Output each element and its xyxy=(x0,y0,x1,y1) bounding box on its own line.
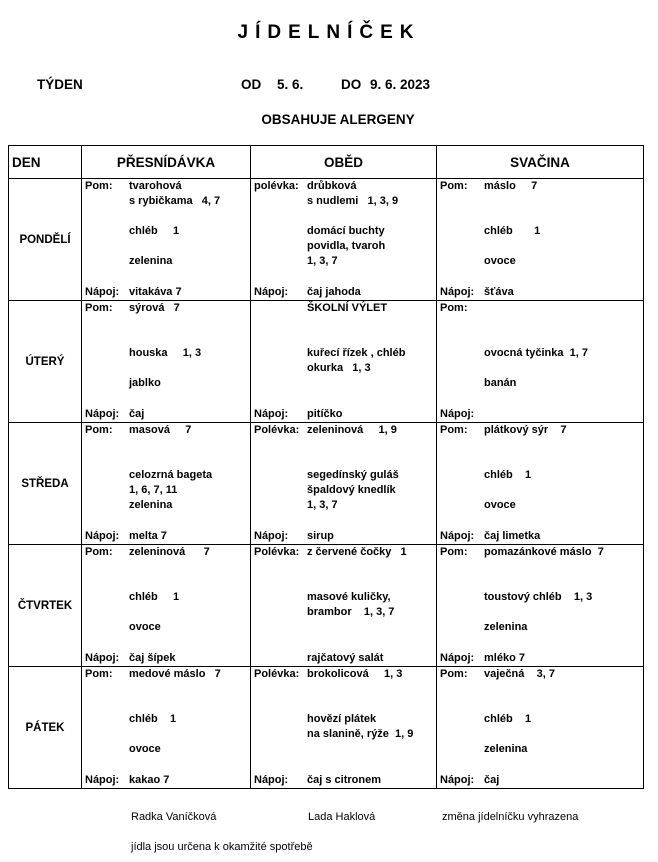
meal-cell-snack2 xyxy=(437,179,644,301)
drink-value: čaj s citronem xyxy=(307,774,381,786)
meal-item-line: zeleninová 7 xyxy=(129,546,210,558)
meal-label: Pom: xyxy=(85,302,113,314)
meal-item-line: kuřecí řízek , chléb xyxy=(307,347,406,359)
meal-item-line: masové kuličky, xyxy=(307,591,391,603)
column-header-snack1: PŘESNÍDÁVKA xyxy=(82,146,251,179)
meal-item-line: na slanině, rýže 1, 9 xyxy=(307,728,414,740)
meal-label: Pom: xyxy=(440,302,468,314)
meal-item-line: ŠKOLNÍ VÝLET xyxy=(307,302,388,314)
drink-label: Nápoj: xyxy=(440,652,475,664)
meal-cell-snack1 xyxy=(82,179,251,301)
meal-item-line: medové máslo 7 xyxy=(129,668,221,680)
drink-value: čaj jahoda xyxy=(307,286,361,298)
meal-item-line: toustový chléb 1, 3 xyxy=(484,591,593,603)
meal-item-line: zelenina xyxy=(129,499,173,511)
drink-label: Nápoj: xyxy=(85,530,120,542)
meal-item-line: zelenina xyxy=(484,743,528,755)
meal-item-line: drůbková xyxy=(307,180,357,192)
meal-item-line: domácí buchty xyxy=(307,225,385,237)
meal-item-line: z červené čočky 1 xyxy=(307,546,407,558)
meal-cell-snack1 xyxy=(82,667,251,789)
to-date: 9. 6. 2023 xyxy=(370,77,431,92)
day-name: PONDĚLÍ xyxy=(9,179,82,301)
meal-cell-lunch xyxy=(251,423,437,545)
drink-label: Nápoj: xyxy=(85,286,120,298)
meal-item-line: ovoce xyxy=(129,621,161,633)
meal-cell-snack1 xyxy=(82,423,251,545)
day-name: PÁTEK xyxy=(9,667,82,789)
meal-label: Pom: xyxy=(440,668,468,680)
meal-cell-lunch xyxy=(251,667,437,789)
meal-label: Pom: xyxy=(85,424,113,436)
from-label: OD xyxy=(241,77,262,92)
meal-item-line: vaječná 3, 7 xyxy=(484,668,555,680)
meal-item-line: chléb 1 xyxy=(484,225,541,237)
drink-label: Nápoj: xyxy=(254,774,289,786)
footer-name-2: Lada Haklová xyxy=(308,811,376,823)
drink-value: čaj šípek xyxy=(129,652,176,664)
drink-label: Nápoj: xyxy=(254,530,289,542)
drink-value: čaj xyxy=(129,408,145,420)
meal-item-line: segedínský guláš xyxy=(307,469,399,481)
drink-label: Nápoj: xyxy=(440,408,475,420)
meal-cell-lunch xyxy=(251,179,437,301)
meal-item-line: chléb 1 xyxy=(484,713,532,725)
meal-item-line: hovězí plátek xyxy=(307,713,377,725)
drink-label: Nápoj: xyxy=(254,408,289,420)
table-row xyxy=(9,179,644,301)
drink-label: Nápoj: xyxy=(254,286,289,298)
day-name: STŘEDA xyxy=(9,423,82,545)
meal-label: Pom: xyxy=(440,180,468,192)
header-row xyxy=(9,146,644,179)
drink-value: čaj limetka xyxy=(484,530,541,542)
meal-item-line: chléb 1 xyxy=(129,591,180,603)
drink-label: Nápoj: xyxy=(85,774,120,786)
meal-item-line: brokolicová 1, 3 xyxy=(307,668,403,680)
drink-label: Nápoj: xyxy=(440,774,475,786)
table-row xyxy=(9,667,644,789)
meal-item-line: plátkový sýr 7 xyxy=(484,424,567,436)
drink-label: Nápoj: xyxy=(440,530,475,542)
meal-item-line: ovoce xyxy=(129,743,161,755)
drink-value: vitakáva 7 xyxy=(129,286,182,298)
meal-item-line: celozrná bageta xyxy=(129,469,213,481)
meal-item-line: povidla, tvaroh xyxy=(307,240,386,252)
meal-item-line: zelenina xyxy=(484,621,528,633)
meal-cell-snack1 xyxy=(82,301,251,423)
drink-value: kakao 7 xyxy=(129,774,170,786)
drink-value: rajčatový salát xyxy=(307,652,384,664)
drink-label: Nápoj: xyxy=(85,652,120,664)
meal-item-line: s nudlemi 1, 3, 9 xyxy=(307,195,399,207)
meal-item-line: pomazánkové máslo 7 xyxy=(484,546,604,558)
page-title: JÍDELNÍČEK xyxy=(237,22,421,43)
table-row xyxy=(9,301,644,423)
week-label: TÝDEN xyxy=(37,77,83,92)
footer-note: změna jídelníčku vyhrazena xyxy=(442,811,579,823)
meal-item-line: houska 1, 3 xyxy=(129,347,202,359)
drink-value: šťáva xyxy=(484,286,514,298)
meal-cell-lunch xyxy=(251,545,437,667)
drink-value: pitíčko xyxy=(307,408,343,420)
day-name: ÚTERÝ xyxy=(9,301,82,423)
column-header-snack2: SVAČINA xyxy=(437,146,644,179)
table-row xyxy=(9,545,644,667)
meal-item-line: 1, 3, 7 xyxy=(307,499,338,511)
meal-label: polévka: xyxy=(254,180,299,192)
meal-cell-snack2 xyxy=(437,301,644,423)
meal-item-line: zelenina xyxy=(129,255,173,267)
table-row xyxy=(9,423,644,545)
meal-item-line: banán xyxy=(484,377,517,389)
meal-item-line: ovoce xyxy=(484,499,516,511)
meal-label: Polévka: xyxy=(254,546,300,558)
footer-name-1: Radka Vaníčková xyxy=(131,811,217,823)
meal-item-line: ovocná tyčinka 1, 7 xyxy=(484,347,588,359)
column-header-day: DEN xyxy=(9,146,82,179)
allergen-note: OBSAHUJE ALERGENY xyxy=(261,112,415,127)
meal-cell-snack2 xyxy=(437,667,644,789)
meal-label: Polévka: xyxy=(254,668,300,680)
meal-item-line: okurka 1, 3 xyxy=(307,362,371,374)
drink-value: mléko 7 xyxy=(484,652,525,664)
meal-item-line: máslo 7 xyxy=(484,180,538,192)
meal-label: Pom: xyxy=(440,424,468,436)
meal-item-line: 1, 3, 7 xyxy=(307,255,338,267)
drink-value: sirup xyxy=(307,530,334,542)
meal-item-line: tvarohová xyxy=(129,180,182,192)
meal-item-line: zeleninová 1, 9 xyxy=(307,424,397,436)
meal-item-line: masová 7 xyxy=(129,424,192,436)
drink-label: Nápoj: xyxy=(440,286,475,298)
meal-item-line: sýrová 7 xyxy=(129,302,180,314)
meal-item-line: chléb 1 xyxy=(484,469,532,481)
meal-label: Polévka: xyxy=(254,424,300,436)
meal-item-line: špaldový knedlík xyxy=(307,484,396,496)
to-label: DO xyxy=(341,77,362,92)
drink-value: melta 7 xyxy=(129,530,167,542)
menu-table xyxy=(8,145,644,789)
meal-item-line: 1, 6, 7, 11 xyxy=(129,484,178,496)
drink-value: čaj xyxy=(484,774,500,786)
meal-cell-snack2 xyxy=(437,423,644,545)
meal-item-line: ovoce xyxy=(484,255,516,267)
meal-item-line: jablko xyxy=(129,377,161,389)
day-name: ČTVRTEK xyxy=(9,545,82,667)
meal-label: Pom: xyxy=(85,180,113,192)
meal-item-line: chléb 1 xyxy=(129,225,180,237)
meal-item-line: chléb 1 xyxy=(129,713,177,725)
meal-cell-lunch xyxy=(251,301,437,423)
meal-label: Pom: xyxy=(85,668,113,680)
meal-cell-snack1 xyxy=(82,545,251,667)
meal-label: Pom: xyxy=(85,546,113,558)
meal-label: Pom: xyxy=(440,546,468,558)
meal-cell-snack2 xyxy=(437,545,644,667)
meal-item-line: brambor 1, 3, 7 xyxy=(307,606,395,618)
column-header-lunch: OBĚD xyxy=(251,146,437,179)
meal-item-line: s rybičkama 4, 7 xyxy=(129,195,221,207)
drink-label: Nápoj: xyxy=(85,408,120,420)
footer-note-2: jídla jsou určena k okamžité spotřebě xyxy=(131,841,313,853)
from-date: 5. 6. xyxy=(277,77,304,92)
